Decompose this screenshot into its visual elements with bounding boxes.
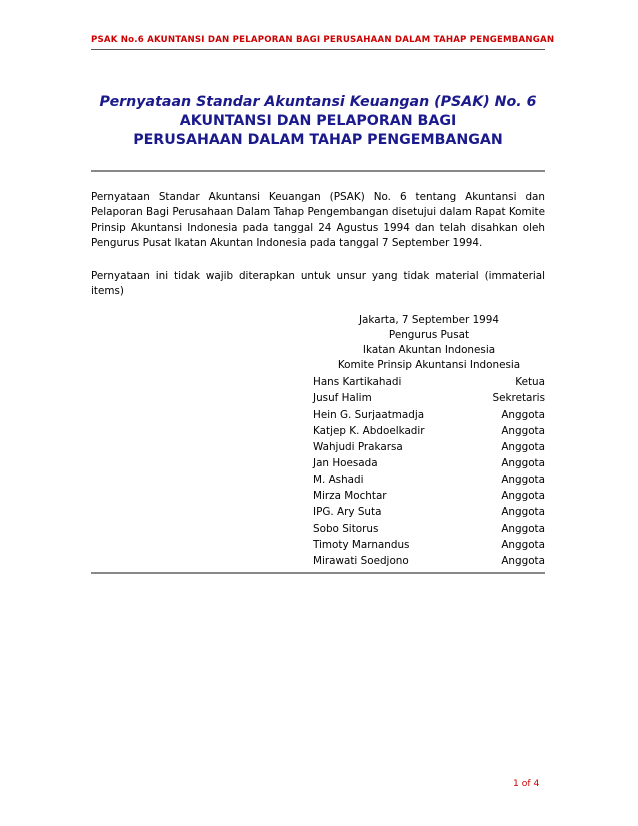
running-header: PSAK No.6 AKUNTANSI DAN PELAPORAN BAGI PERUSAHAAN DALAM TAHAP PENGEMBANGAN (91, 35, 555, 45)
member-list (313, 374, 545, 570)
member-name: M. Ashadi (313, 473, 364, 486)
member-name: Wahjudi Prakarsa (313, 441, 403, 454)
title-line-2: AKUNTANSI DAN PELAPORAN BAGI (179, 113, 457, 129)
member-role: Anggota (501, 538, 545, 551)
member-role: Anggota (501, 490, 545, 503)
member-row (313, 521, 545, 537)
member-name: Jusuf Halim (313, 392, 372, 405)
member-name: Mirawati Soedjono (313, 555, 409, 568)
member-role: Anggota (501, 424, 545, 437)
place-date: Jakarta, 7 September 1994 (358, 314, 500, 326)
member-role: Anggota (501, 555, 545, 568)
member-name: IPG. Ary Suta (313, 506, 382, 519)
member-role: Anggota (501, 506, 545, 519)
bottom-rule (91, 572, 545, 574)
header-rule (91, 49, 545, 50)
title-line-1: Pernyataan Standar Akuntansi Keuangan (PSAK) No. 6 (99, 94, 537, 110)
committee-name: Komite Prinsip Akuntansi Indonesia (337, 359, 521, 371)
institute-name: Ikatan Akuntan Indonesia (362, 344, 496, 356)
member-row (313, 488, 545, 504)
member-role: Sekretaris (492, 392, 545, 405)
member-row (313, 439, 545, 455)
title-line-3: PERUSAHAAN DALAM TAHAP PENGEMBANGAN (133, 132, 503, 148)
member-name: Hein G. Surjaatmadja (313, 408, 425, 421)
page-number: 1 of 4 (513, 778, 540, 789)
member-role: Anggota (501, 522, 545, 535)
member-row (313, 423, 545, 439)
member-role: Anggota (501, 408, 545, 421)
member-role: Anggota (501, 473, 545, 486)
member-role: Ketua (515, 376, 545, 388)
paragraph-immaterial: Pernyataan ini tidak wajib diterapkan untuk unsur yang tidak material (immaterial items) (91, 270, 545, 298)
member-row (313, 374, 545, 390)
member-role: Anggota (501, 441, 545, 454)
member-name: Katjep K. Abdoelkadir (313, 424, 425, 437)
member-row (313, 407, 545, 423)
title-rule (91, 170, 545, 172)
member-row (313, 504, 545, 520)
member-row (313, 537, 545, 553)
member-name: Jan Hoesada (313, 457, 378, 470)
document-title (91, 93, 545, 150)
member-row (313, 390, 545, 406)
member-row (313, 455, 545, 471)
board-name: Pengurus Pusat (388, 329, 470, 341)
member-name: Mirza Mochtar (313, 490, 387, 503)
member-name: Hans Kartikahadi (313, 376, 402, 388)
paragraph-approval: Pernyataan Standar Akuntansi Keuangan (PSAK) No. 6 tentang Akuntansi dan Pelaporan Bagi Perusahaan Dalam Tahap Pengembangan disetujui dalam Rapat Komite Prinsip Akuntansi Indonesia pada tanggal 24 Agustus 1994 dan telah disahkan oleh Pengurus Pusat Ikatan Akuntan Indonesia pada tanggal 7 September 1994. (91, 191, 545, 249)
member-role: Anggota (501, 457, 545, 470)
member-row (313, 472, 545, 488)
member-name: Timoty Marnandus (313, 538, 410, 551)
member-name: Sobo Sitorus (313, 522, 379, 535)
member-row (313, 553, 545, 569)
